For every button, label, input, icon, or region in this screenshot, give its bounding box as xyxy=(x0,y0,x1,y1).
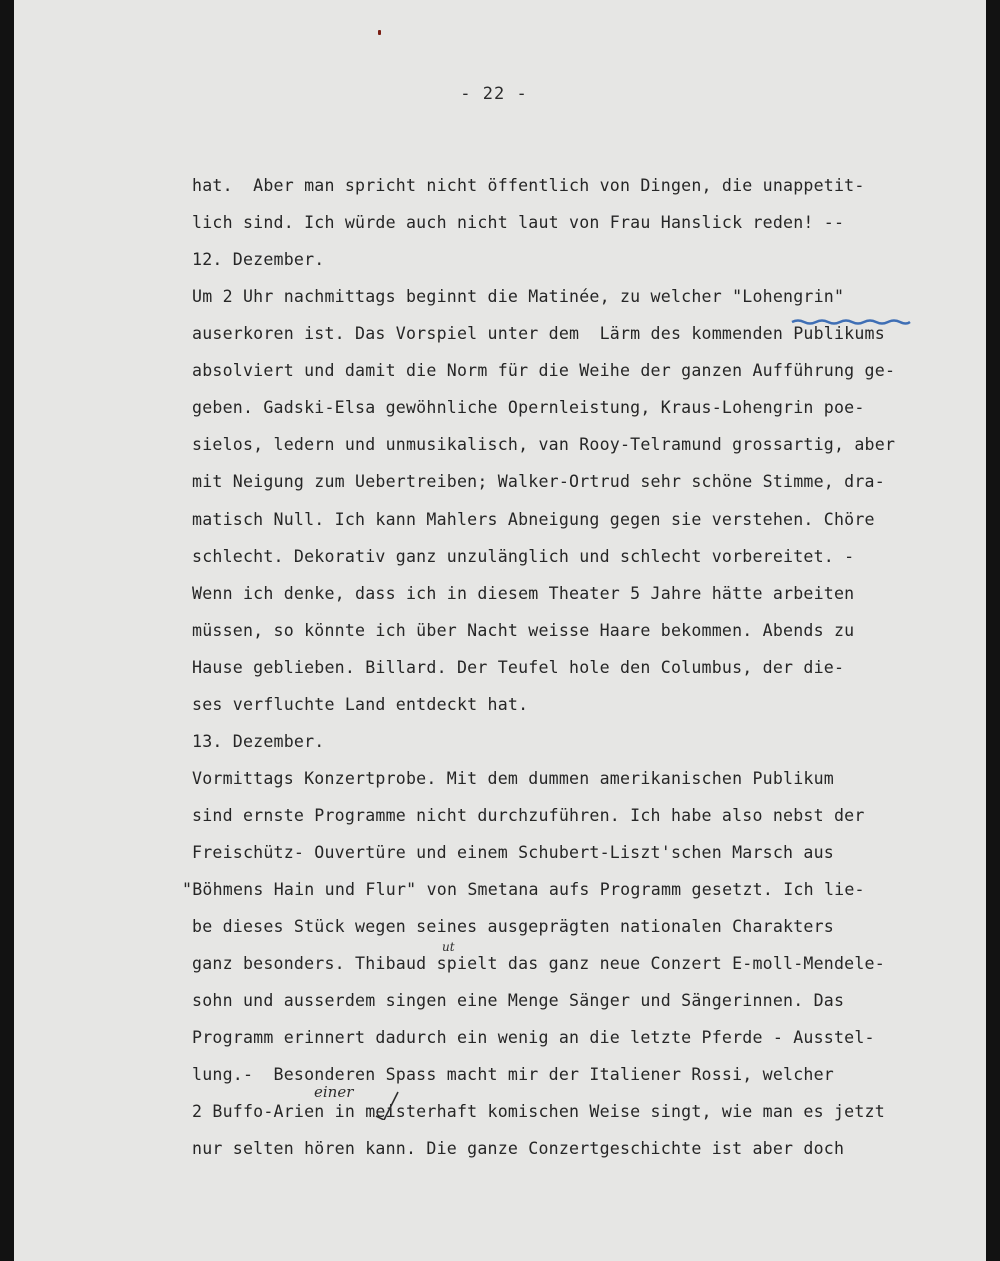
text-line: sielos, ledern und unmusikalisch, van Rooy-Telramund grossartig, aber xyxy=(192,435,896,454)
date-heading: 13. Dezember. xyxy=(192,732,325,751)
text-line: ses verfluchte Land entdeckt hat. xyxy=(192,695,529,714)
margin-mark xyxy=(378,30,381,35)
handwritten-insertion: einer xyxy=(314,1083,354,1101)
text-line: Programm erinnert dadurch ein wenig an die letzte Pferde - Ausstel- xyxy=(192,1028,875,1047)
text-line: Um 2 Uhr nachmittags beginnt die Matinée, zu welcher "Lohengrin" xyxy=(192,287,845,306)
handwritten-strike xyxy=(374,1090,400,1120)
text-line: geben. Gadski-Elsa gewöhnliche Opernleistung, Kraus-Lohengrin poe- xyxy=(192,398,865,417)
text-line: 2 Buffo-Arien in meisterhaft komischen Weise singt, wie man es jetzt xyxy=(192,1102,885,1121)
text-line: schlecht. Dekorativ ganz unzulänglich und schlecht vorbereitet. - xyxy=(192,547,855,566)
text-line: ganz besonders. Thibaud spielt das ganz neue Conzert E-moll-Mendele- xyxy=(192,954,885,973)
text-line: Wenn ich denke, dass ich in diesem Theater 5 Jahre hätte arbeiten xyxy=(192,584,855,603)
text-line: Hause geblieben. Billard. Der Teufel hole den Columbus, der die- xyxy=(192,658,845,677)
text-line: sind ernste Programme nicht durchzuführen. Ich habe also nebst der xyxy=(192,806,865,825)
text-line: Freischütz- Ouvertüre und einem Schubert-Liszt'schen Marsch aus xyxy=(192,843,834,862)
text-line: lich sind. Ich würde auch nicht laut von Frau Hanslick reden! -- xyxy=(192,213,845,232)
date-heading: 12. Dezember. xyxy=(192,250,325,269)
text-line: sohn und ausserdem singen eine Menge Sänger und Sängerinnen. Das xyxy=(192,991,845,1010)
text-line: nur selten hören kann. Die ganze Conzertgeschichte ist aber doch xyxy=(192,1139,845,1158)
page-number: - 22 - xyxy=(460,84,528,104)
text-line: lung.- Besonderen Spass macht mir der Italiener Rossi, welcher xyxy=(192,1065,834,1084)
text-line: matisch Null. Ich kann Mahlers Abneigung gegen sie verstehen. Chöre xyxy=(192,510,875,529)
text-line: hat. Aber man spricht nicht öffentlich von Dingen, die unappetit- xyxy=(192,176,865,195)
text-line: mit Neigung zum Uebertreiben; Walker-Ortrud sehr schöne Stimme, dra- xyxy=(192,472,885,491)
text-line: müssen, so könnte ich über Nacht weisse Haare bekommen. Abends zu xyxy=(192,621,855,640)
text-line: absolviert und damit die Norm für die Weihe der ganzen Aufführung ge- xyxy=(192,361,896,380)
blue-pencil-underline xyxy=(790,318,912,326)
document-page xyxy=(14,0,986,1261)
text-line: auserkoren ist. Das Vorspiel unter dem Lärm des kommenden Publikums xyxy=(192,324,885,343)
text-line: be dieses Stück wegen seines ausgeprägten nationalen Charakters xyxy=(192,917,834,936)
text-line: Vormittags Konzertprobe. Mit dem dummen amerikanischen Publikum xyxy=(192,769,834,788)
text-line: "Böhmens Hain und Flur" von Smetana aufs Programm gesetzt. Ich lie- xyxy=(182,880,865,899)
handwritten-correction: ut xyxy=(442,940,455,954)
